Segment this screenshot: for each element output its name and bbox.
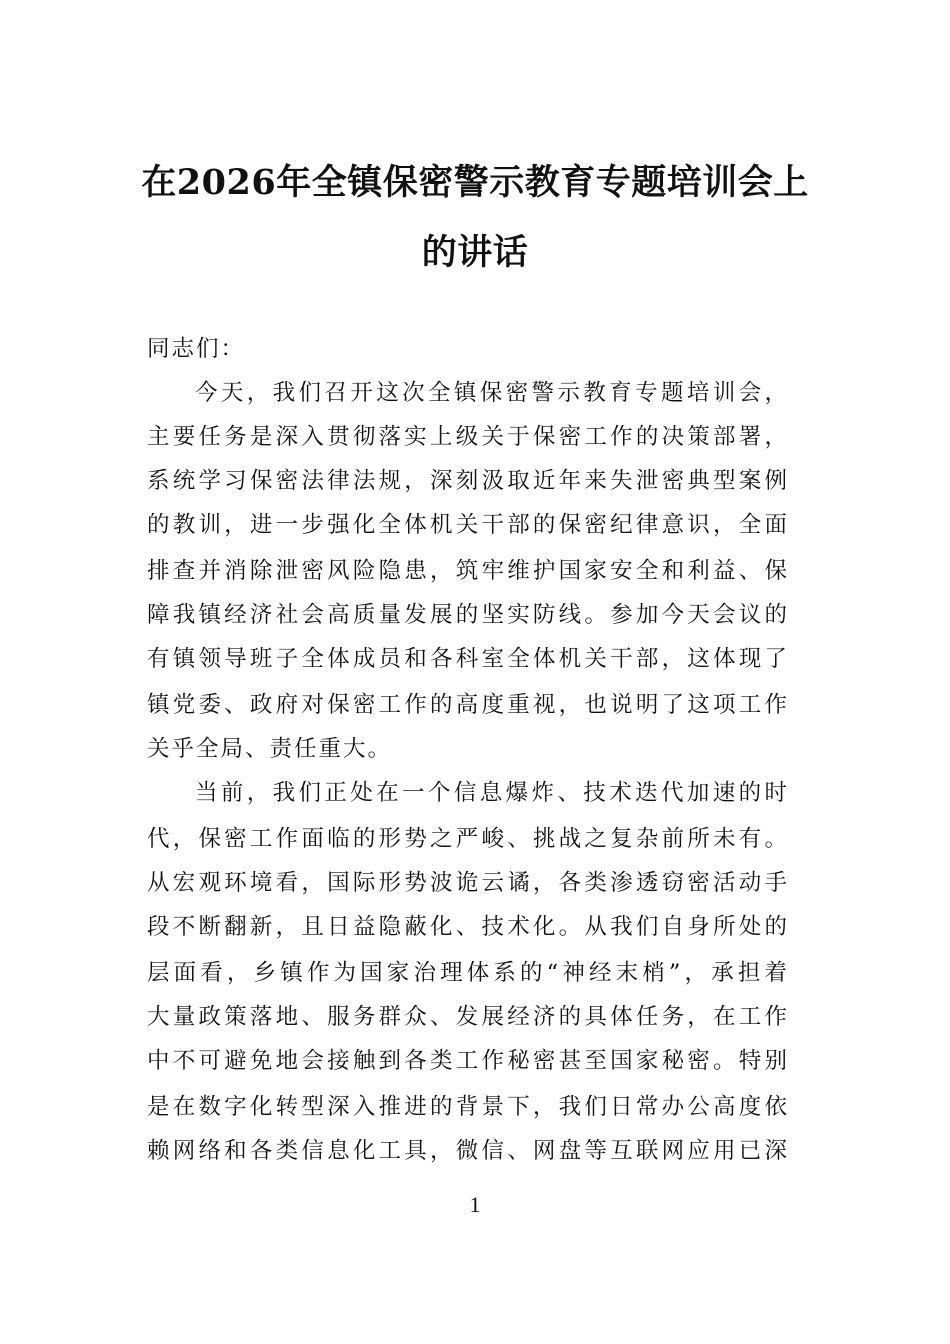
paragraph-2-line-6: 大量政策落地、服务群众、发展经济的具体任务，在工作 [147, 1004, 787, 1030]
paragraph-1-line-2: 主要任务是深入贯彻落实上级关于保密工作的决策部署， [147, 424, 787, 450]
paragraph-2-line-2: 代，保密工作面临的形势之严峻、挑战之复杂前所未有。 [147, 826, 787, 852]
paragraph-1-line-3: 系统学习保密法律法规，深刻汲取近年来失泄密典型案例 [147, 468, 787, 494]
paragraph-2-line-3: 从宏观环境看，国际形势波诡云谲，各类渗透窃密活动手 [147, 870, 787, 896]
paragraph-2-line-9: 赖网络和各类信息化工具，微信、网盘等互联网应用已深 [147, 1138, 787, 1164]
salutation: 同志们： [147, 336, 246, 362]
page-number: 1 [469, 1192, 481, 1217]
paragraph-1-line-5: 排查并消除泄密风险隐患，筑牢维护国家安全和利益、保 [147, 558, 787, 584]
document-title-line-2: 的讲话 [421, 232, 529, 273]
paragraph-2-line-7: 中不可避免地会接触到各类工作秘密甚至国家秘密。特别 [147, 1048, 787, 1074]
paragraph-1-line-4: 的教训，进一步强化全体机关干部的保密纪律意识，全面 [147, 512, 787, 538]
paragraph-2-line-1: 当前，我们正处在一个信息爆炸、技术迭代加速的时 [195, 780, 787, 806]
paragraph-1-line-7: 有镇领导班子全体成员和各科室全体机关干部，这体现了 [147, 646, 787, 672]
paragraph-2-line-4: 段不断翻新，且日益隐蔽化、技术化。从我们自身所处的 [147, 914, 787, 940]
paragraph-2-line-5: 层面看，乡镇作为国家治理体系的“神经末梢”，承担着 [147, 960, 787, 986]
paragraph-1-line-9: 关乎全局、责任重大。 [147, 736, 393, 762]
paragraph-1-line-8: 镇党委、政府对保密工作的高度重视，也说明了这项工作 [147, 692, 787, 718]
document-title-line-1: 在2026年全镇保密警示教育专题培训会上 [141, 162, 809, 203]
paragraph-2-line-8: 是在数字化转型深入推进的背景下，我们日常办公高度依 [147, 1094, 787, 1120]
paragraph-1-line-6: 障我镇经济社会高质量发展的坚实防线。参加今天会议的 [147, 602, 787, 628]
paragraph-1-line-1: 今天，我们召开这次全镇保密警示教育专题培训会， [195, 380, 787, 406]
